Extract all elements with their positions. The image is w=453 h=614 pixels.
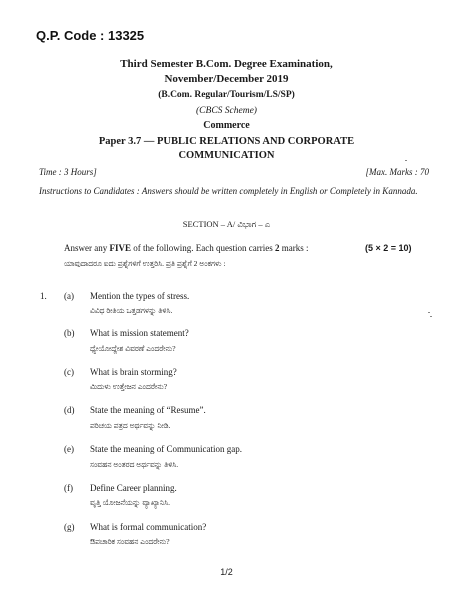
question-kannada: ಪರಿಚಯ ಪತ್ರದ ಅರ್ಥವನ್ನು ನೀಡಿ. [90,421,171,430]
question-kannada: ವಿವಿಧ ರೀತಿಯ ಒತ್ತಡಗಳನ್ನು ತಿಳಿಸಿ. [90,306,173,315]
scan-speck [430,316,432,317]
marks-allocation: (5 × 2 = 10) [365,243,412,253]
exam-session: November/December 2019 [164,73,289,85]
qp-code: Q.P. Code : 13325 [36,28,145,43]
subject-name: Commerce [203,120,250,131]
question-label: (f) [64,483,73,493]
exam-title: Third Semester B.Com. Degree Examination, [120,58,333,70]
answer-instruction: Answer any FIVE of the following. Each question carries 2 marks : [64,243,309,253]
question-kannada: ಸಂವಹನ ಅಂತರದ ಅರ್ಥವನ್ನು ತಿಳಿಸಿ. [90,460,179,469]
section-heading: SECTION – A/ ವಿಭಾಗ – ಎ [182,219,271,229]
question-label: (e) [64,444,74,454]
question-english: Mention the types of stress. [90,291,190,301]
question-label: (c) [64,367,74,377]
question-english: What is mission statement? [90,328,189,338]
scheme-name: (CBCS Scheme) [196,106,257,116]
question-kannada: ಧ್ಯೇಯೋದ್ದೇಶ ವಿವರಣೆ ಎಂದರೇನು? [90,344,176,353]
question-english: Define Career planning. [90,483,177,493]
time-allowed: Time : 3 Hours] [39,167,97,177]
max-marks: [Max. Marks : 70 [365,167,429,177]
question-kannada: ಔಪಚಾರಿಕ ಸಂವಹನ ಎಂದರೇನು? [90,537,170,546]
program-name: (B.Com. Regular/Tourism/LS/SP) [158,90,295,100]
question-english: What is formal communication? [90,522,207,532]
paper-title-line1: Paper 3.7 — PUBLIC RELATIONS AND CORPORATE [98,136,355,147]
question-kannada: ಮಿದುಳು ಉತ್ತೇಜನ ಎಂದರೇನು? [90,382,168,391]
page-number: 1/2 [220,567,233,577]
question-number: 1. [40,291,47,301]
question-kannada: ವೃತ್ತಿ ಯೋಜನೆಯನ್ನು ವ್ಯಾಖ್ಯಾನಿಸಿ. [90,498,171,507]
question-english: State the meaning of Communication gap. [90,444,242,454]
question-label: (b) [64,328,75,338]
scan-speck [428,312,430,313]
answer-instruction-kannada: ಯಾವುದಾದರೂ ಐದು ಪ್ರಶ್ನೆಗಳಿಗೆ ಉತ್ತರಿಸಿ. ಪ್ರತಿ ಪ್ರಶ್ನೆಗೆ 2 ಅಂಕಗಳು : [64,259,226,268]
scan-speck [405,160,407,161]
question-english: What is brain storming? [90,367,177,377]
question-english: State the meaning of “Resume”. [90,405,206,415]
question-label: (a) [64,291,74,301]
question-label: (g) [64,522,75,532]
paper-title-line2: COMMUNICATION [178,150,275,161]
question-label: (d) [64,405,75,415]
instructions: Instructions to Candidates : Answers should be written completely in English or Completely in Kannada. [39,186,418,196]
